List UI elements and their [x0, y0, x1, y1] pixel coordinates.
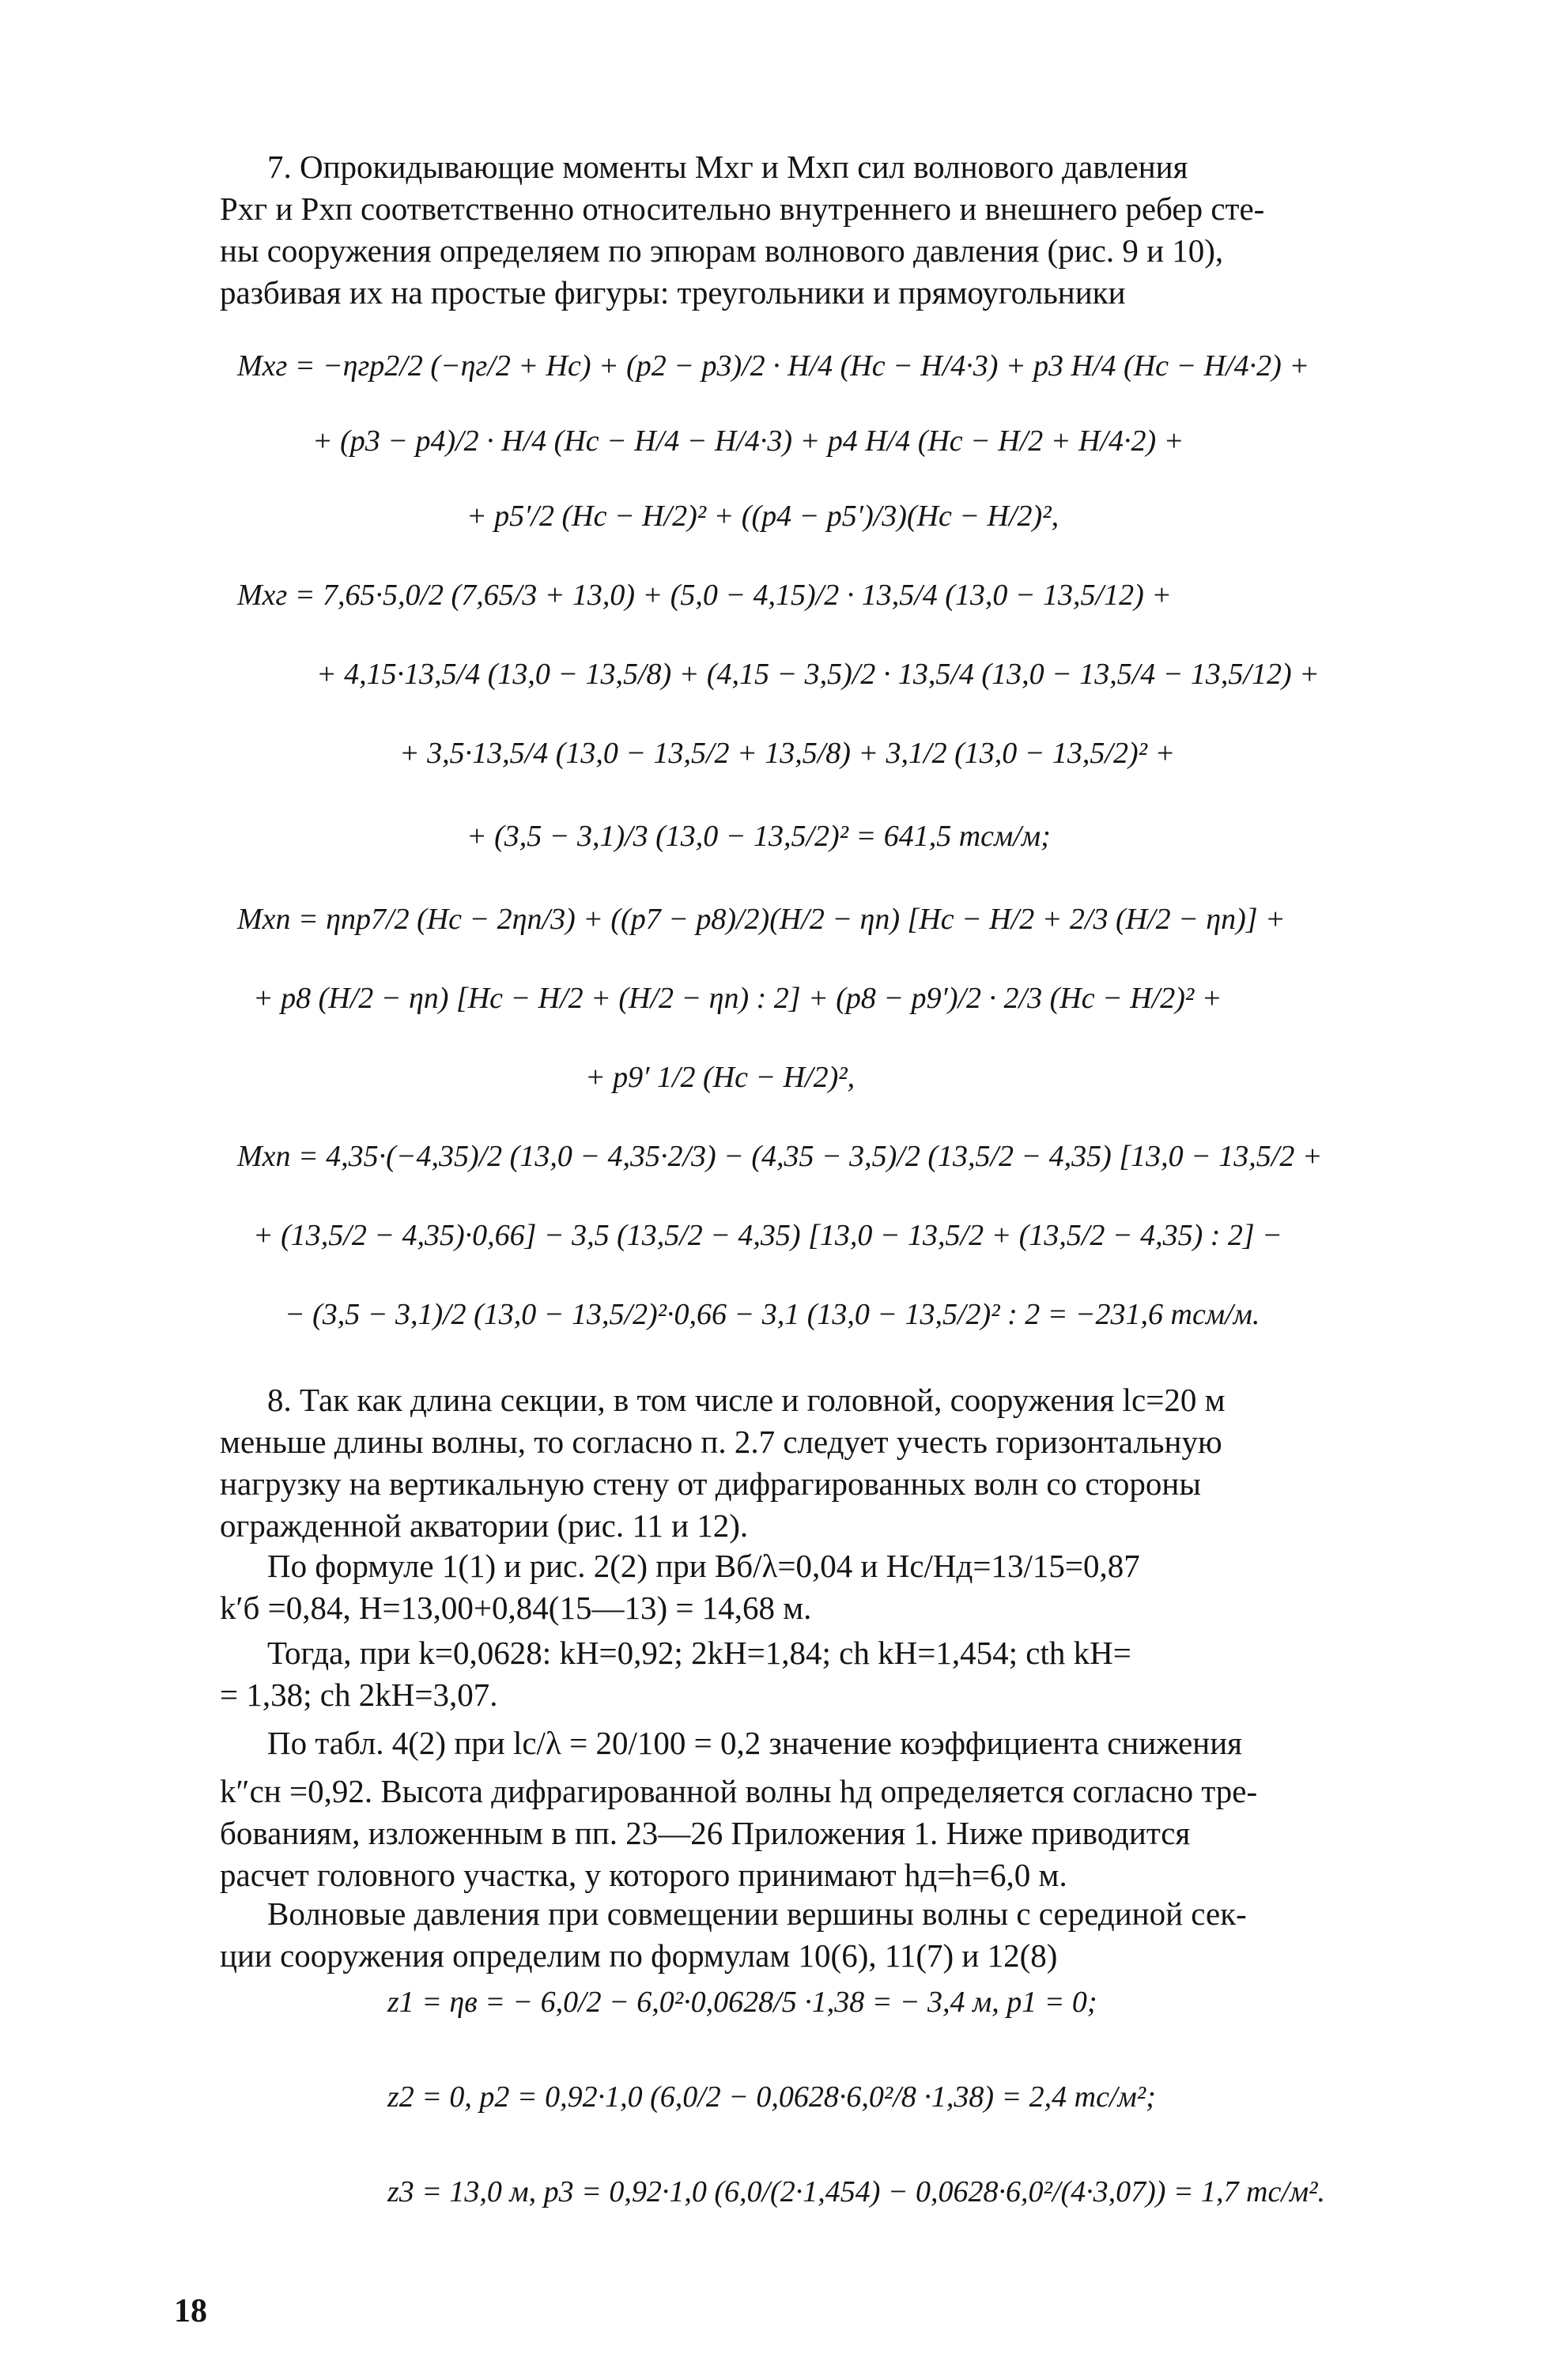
formula-mxg-numeric-3: + 3,5·13,5/4 (13,0 − 13,5/2 + 13,5/8) + 3,1/2 (13,0 − 13,5/2)² + [399, 737, 1176, 770]
formula-mxp-general-2: + p8 (H/2 − ηп) [Hс − H/2 + (H/2 − ηп) : 2] + (p8 − p9′)/2 · 2/3 (Hс − H/2)² + [253, 982, 1222, 1015]
text-line: огражденной акватории (рис. 11 и 12). [220, 1507, 749, 1544]
text-line: меньше длины волны, то согласно п. 2.7 следует учесть горизонтальную [220, 1424, 1222, 1460]
text-line: расчет головного участка, у которого принимают hд=h=6,0 м. [220, 1857, 1067, 1893]
formula-mxg-general-1: Mхг = −ηгp2/2 (−ηг/2 + Hс) + (p2 − p3)/2 · H/4 (Hс − H/4·3) + p3 H/4 (Hс − H/4·2) + [237, 349, 1309, 383]
text-line: k″сн =0,92. Высота дифрагированной волны hд определяется согласно тре- [220, 1773, 1258, 1809]
text-line: Pхг и Pхп соответственно относительно внутреннего и внешнего ребер сте- [220, 190, 1265, 227]
text-line: ции сооружения определим по формулам 10(6), 11(7) и 12(8) [220, 1937, 1058, 1974]
text-line: 7. Опрокидывающие моменты Mхг и Mхп сил волнового давления [267, 149, 1188, 185]
text-line: ны сооружения определяем по эпюрам волнового давления (рис. 9 и 10), [220, 232, 1224, 269]
paragraph-table [220, 1715, 1343, 1896]
formula-mxg-general-3: + p5′/2 (Hс − H/2)² + ((p4 − p5′)/3)(Hс − H/2)², [466, 500, 1059, 533]
formula-z1: z1 = ηв = − 6,0/2 − 6,0²·0,0628/5 ·1,38 = − 3,4 м, p1 = 0; [387, 1986, 1097, 2019]
paragraph-pressures [220, 1893, 1343, 1977]
text-line: Волновые давления при совмещении вершины волны с серединой сек- [267, 1895, 1247, 1932]
text-line: нагрузку на вертикальную стену от дифрагированных волн со стороны [220, 1465, 1201, 1502]
formula-mxg-general-2: + (p3 − p4)/2 · H/4 (Hс − H/4 − H/4·3) + p4 H/4 (Hс − H/2 + H/4·2) + [312, 424, 1184, 458]
formula-mxp-result: − (3,5 − 3,1)/2 (13,0 − 13,5/2)²·0,66 − 3,1 (13,0 − 13,5/2)² : 2 = −231,6 тсм/м. [285, 1298, 1260, 1331]
paragraph-then [220, 1632, 1343, 1716]
paragraph-8 [220, 1379, 1343, 1547]
formula-mxg-numeric-2: + 4,15·13,5/4 (13,0 − 13,5/8) + (4,15 − 3,5)/2 · 13,5/4 (13,0 − 13,5/4 − 13,5/12) + [316, 658, 1320, 691]
formula-mxp-general-1: Mхп = ηпp7/2 (Hс − 2ηп/3) + ((p7 − p8)/2)(H/2 − ηп) [Hс − H/2 + 2/3 (H/2 − ηп)] + [237, 903, 1286, 936]
text-line: Тогда, при k=0,0628: kH=0,92; 2kH=1,84; ch kH=1,454; cth kH= [267, 1635, 1131, 1671]
text-line: k′б =0,84, H=13,00+0,84(15—13) = 14,68 м. [220, 1590, 812, 1626]
paragraph-7 [220, 146, 1343, 314]
text-line: 8. Так как длина секции, в том числе и головной, сооружения lс=20 м [267, 1382, 1226, 1418]
text-line: По формуле 1(1) и рис. 2(2) при Bб/λ=0,04 и Hс/Hд=13/15=0,87 [267, 1548, 1140, 1584]
text-line: = 1,38; ch 2kH=3,07. [220, 1677, 498, 1713]
formula-mxp-numeric-2: + (13,5/2 − 4,35)·0,66] − 3,5 (13,5/2 − 4,35) [13,0 − 13,5/2 + (13,5/2 − 4,35) : 2] − [253, 1219, 1282, 1252]
text-line: По табл. 4(2) при lс/λ = 20/100 = 0,2 значение коэффициента снижения [267, 1725, 1243, 1761]
formula-z3: z3 = 13,0 м, p3 = 0,92·1,0 (6,0/(2·1,454) − 0,0628·6,0²/(4·3,07)) = 1,7 тс/м². [387, 2175, 1326, 2208]
formula-z2: z2 = 0, p2 = 0,92·1,0 (6,0/2 − 0,0628·6,0²/8 ·1,38) = 2,4 тс/м²; [387, 2080, 1156, 2114]
formula-mxp-general-3: + p9′ 1/2 (Hс − H/2)², [585, 1061, 855, 1094]
text-line: бованиям, изложенным в пп. 23—26 Приложения 1. Ниже приводится [220, 1815, 1191, 1851]
page-number: 18 [174, 2293, 207, 2329]
paragraph-formula [220, 1545, 1343, 1629]
formula-mxg-numeric-1: Mхг = 7,65·5,0/2 (7,65/3 + 13,0) + (5,0 − 4,15)/2 · 13,5/4 (13,0 − 13,5/12) + [237, 579, 1172, 612]
formula-mxg-result: + (3,5 − 3,1)/3 (13,0 − 13,5/2)² = 641,5 тсм/м; [466, 820, 1051, 853]
text-line: разбивая их на простые фигуры: треугольники и прямоугольники [220, 274, 1126, 311]
formula-mxp-numeric-1: Mхп = 4,35·(−4,35)/2 (13,0 − 4,35·2/3) − (4,35 − 3,5)/2 (13,5/2 − 4,35) [13,0 − 13,5/2 + [237, 1140, 1323, 1173]
